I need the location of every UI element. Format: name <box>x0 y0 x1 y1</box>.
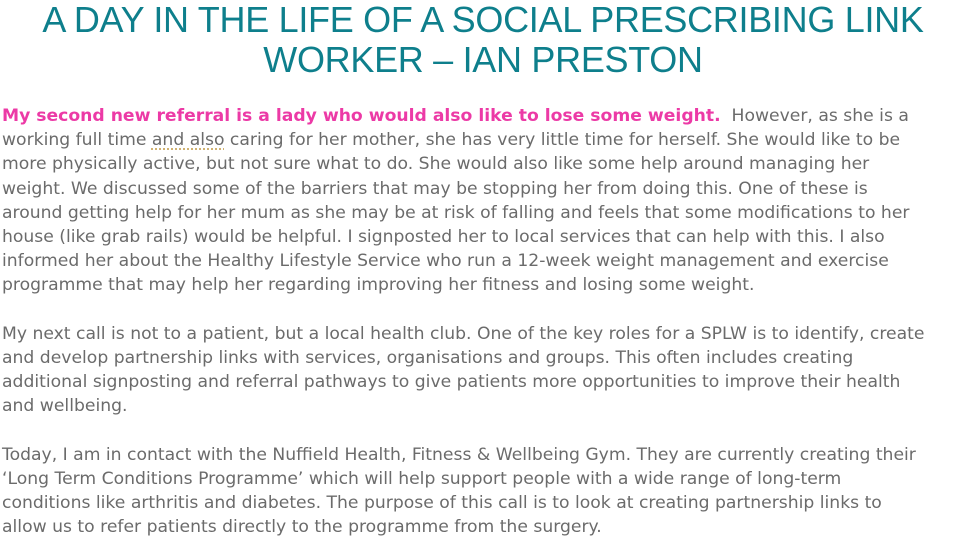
paragraph-nuffield <box>2 443 962 538</box>
paragraph-line: house (like grab rails) would be helpful. I signposted her to local services that can help with this. I also <box>2 227 885 248</box>
paragraph-line: and wellbeing. <box>2 396 128 417</box>
paragraph-line: Today, I am in contact with the Nuffield Health, Fitness & Wellbeing Gym. They are currently creating their <box>2 444 916 465</box>
paragraph-line: around getting help for her mum as she may be at risk of falling and feels that some modifications to her <box>2 202 910 223</box>
paragraph-health-club <box>2 322 962 419</box>
article-body <box>2 104 962 538</box>
paragraph-line: and develop partnership links with services, organisations and groups. This often includes creating <box>2 348 854 369</box>
paragraph-line: weight. We discussed some of the barriers that may be stopping her from doing this. One of these is <box>2 178 868 199</box>
paragraph-line <box>2 104 962 128</box>
highlighted-sentence: My second new referral is a lady who would also like to lose some weight. <box>2 106 721 126</box>
page-title-line-1: A DAY IN THE LIFE OF A SOCIAL PRESCRIBING LINK <box>42 0 924 40</box>
paragraph-line: conditions like arthritis and diabetes. The purpose of this call is to look at creating partnership links to <box>2 493 882 514</box>
spelling-flag: and also <box>151 130 225 151</box>
paragraph-line: My next call is not to a patient, but a local health club. One of the key roles for a SPLW is to identify, create <box>2 323 925 344</box>
paragraph-line: programme that may help her regarding improving her fitness and losing some weight. <box>2 275 755 296</box>
paragraph-line: more physically active, but not sure what to do. She would also like some help around managing her <box>2 154 870 175</box>
paragraph-line <box>2 128 962 152</box>
paragraph-referral <box>2 104 962 298</box>
page-title <box>0 0 966 80</box>
paragraph-text: However, as she is a <box>720 106 909 126</box>
paragraph-text: caring for her mother, she has very little time for herself. She would like to be <box>224 130 901 151</box>
page-title-line-2: WORKER – IAN PRESTON <box>263 39 703 80</box>
paragraph-line: allow us to refer patients directly to the programme from the surgery. <box>2 517 602 538</box>
paragraph-line: additional signposting and referral pathways to give patients more opportunities to improve their health <box>2 372 901 393</box>
paragraph-line: ‘Long Term Conditions Programme’ which will help support people with a wide range of long-term <box>2 469 842 490</box>
paragraph-text: working full time <box>2 130 152 151</box>
paragraph-line: informed her about the Healthy Lifestyle Service who run a 12-week weight management and exercise <box>2 251 889 272</box>
